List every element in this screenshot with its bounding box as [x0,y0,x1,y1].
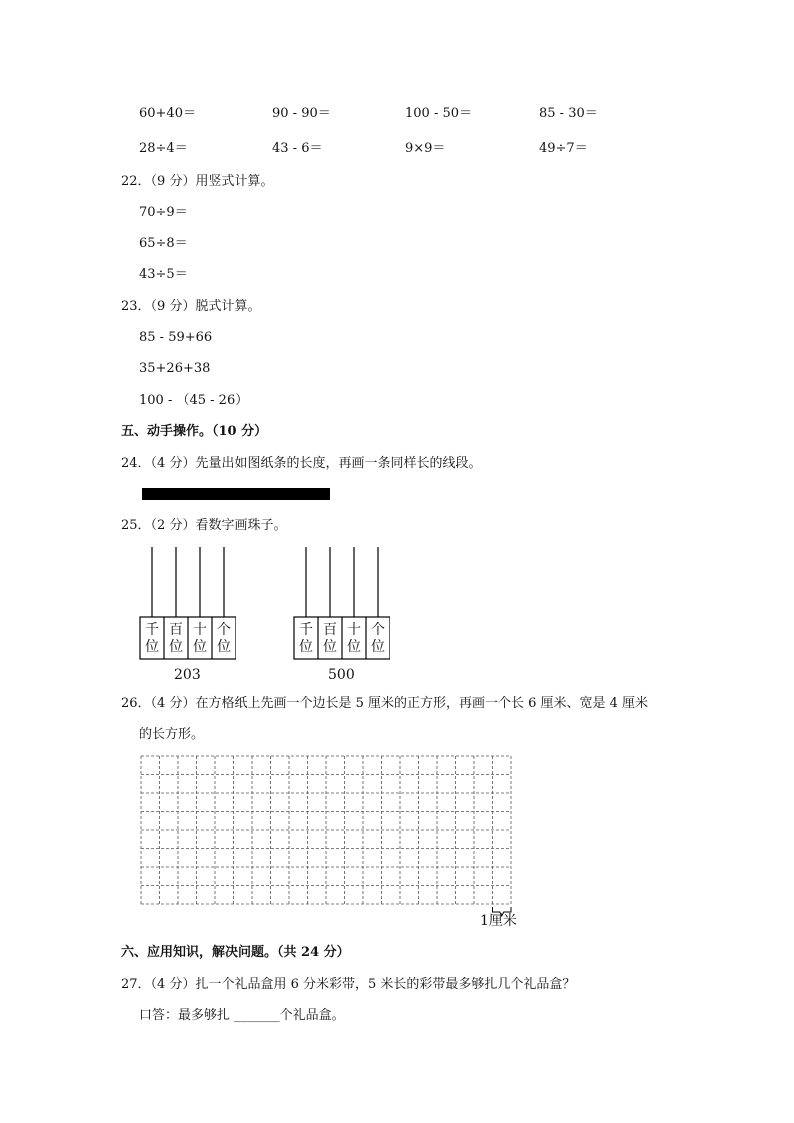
calc-item: 28÷4＝ [139,141,188,156]
place-label-tens: 十位 [193,622,207,655]
q22-item: 65÷8＝ [139,236,188,251]
question-23-title: 23．（9 分）脱式计算。 [121,299,261,314]
place-label-ones: 个位 [371,622,385,655]
calc-item: 43 - 6＝ [272,141,323,156]
abacus-number-2: 500 [328,667,355,683]
place-label-hundreds: 百位 [169,622,183,655]
question-26-title-cont: 的长方形。 [139,727,205,742]
answer-blank[interactable]: _______ [234,1008,280,1023]
section-5-heading: 五、动手操作。（10 分） [121,424,268,439]
place-label-thousands: 千位 [299,622,313,655]
calc-item: 9×9＝ [405,141,446,156]
q22-item: 70÷9＝ [139,205,188,220]
place-label-ones: 个位 [217,622,231,655]
calc-item: 85 - 30＝ [539,106,598,121]
q23-item: 85 - 59+66 [139,330,213,345]
section-6-heading: 六、应用知识，解决问题。（共 24 分） [121,945,350,960]
question-22-title: 22．（9 分）用竖式计算。 [121,174,274,189]
question-24-title: 24．（4 分）先量出如图纸条的长度，再画一条同样长的线段。 [121,456,482,471]
place-label-hundreds: 百位 [323,622,337,655]
abacus-number-1: 203 [174,667,201,683]
paper-strip [142,488,330,500]
place-label-thousands: 千位 [145,622,159,655]
q23-item: 35+26+38 [139,361,211,376]
calc-item: 60+40＝ [139,106,196,121]
question-27-title: 27．（4 分）扎一个礼品盒用 6 分米彩带，5 米长的彩带最多够扎几个礼品盒？ [121,977,576,992]
place-label-tens: 十位 [347,622,361,655]
q23-item: 100 - （45 - 26） [139,393,249,408]
question-26-title: 26．（4 分）在方格纸上先画一个边长是 5 厘米的正方形，再画一个长 6 厘米、宽是 4 厘米 [121,696,649,711]
square-grid-paper [140,755,520,939]
q22-item: 43÷5＝ [139,267,188,282]
calc-item: 90 - 90＝ [272,106,331,121]
calc-item: 100 - 50＝ [405,106,473,121]
calc-item: 49÷7＝ [539,141,588,156]
answer-prefix: 口答：最多够扎 [139,1008,231,1023]
grid-unit-label: 1厘米 [480,913,517,929]
question-25-title: 25．（2 分）看数字画珠子。 [121,518,287,533]
answer-line [139,1008,345,1024]
answer-suffix: 个礼品盒。 [279,1008,345,1023]
